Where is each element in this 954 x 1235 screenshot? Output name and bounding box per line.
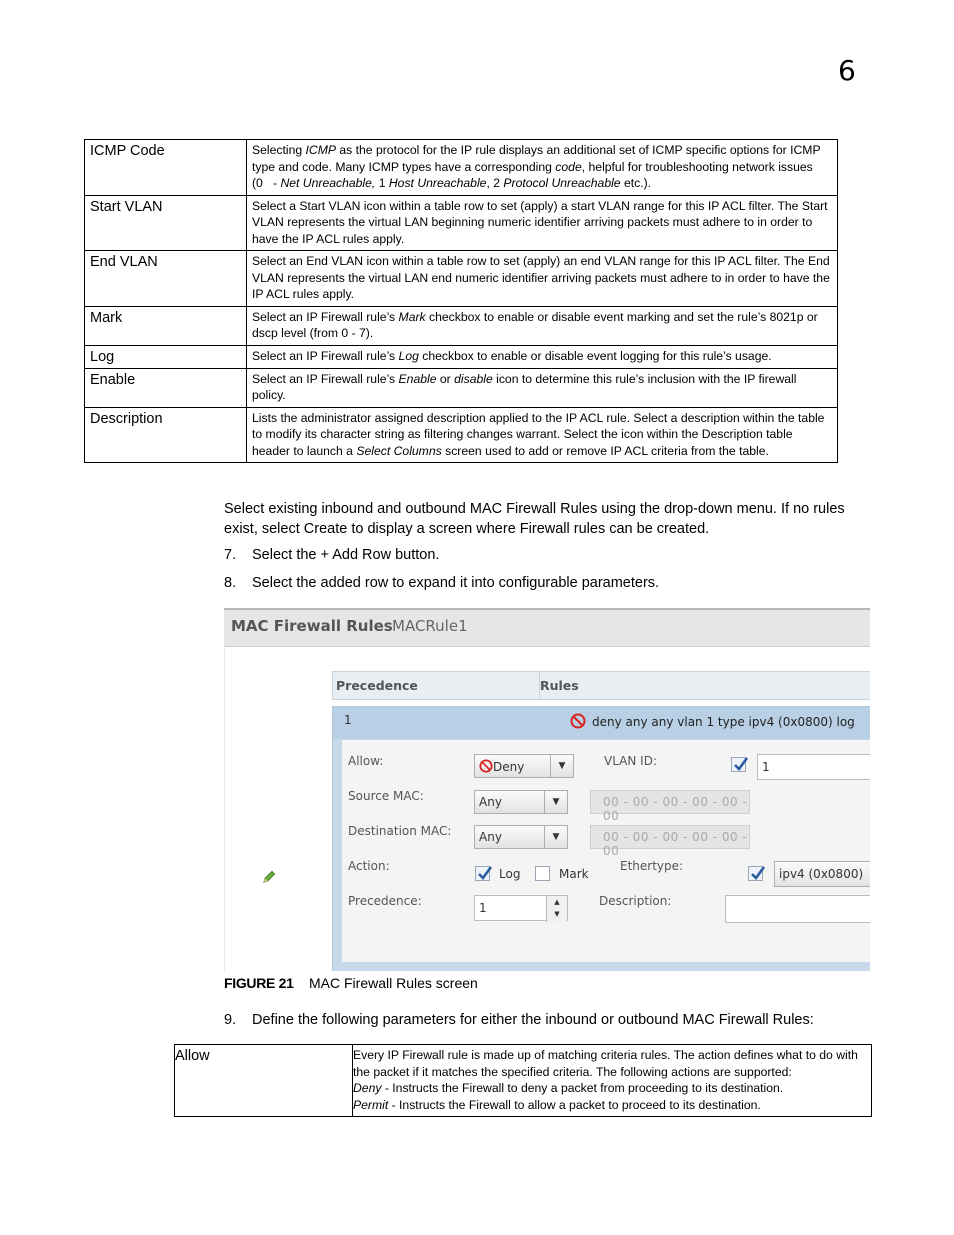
step-text: Select the <box>252 547 321 563</box>
checkmark-icon <box>749 864 766 882</box>
column-rules[interactable]: Rules <box>540 678 579 693</box>
step-bold: + Add Row <box>320 547 392 563</box>
table-row <box>85 368 838 407</box>
precedence-spinner[interactable] <box>474 895 568 921</box>
mac-firewall-rules-screenshot <box>224 608 870 971</box>
description-label: Description: <box>599 894 672 908</box>
table-row <box>85 195 838 251</box>
parameter-table <box>174 1044 872 1117</box>
rule-name: MACRule1 <box>392 617 468 635</box>
precedence-label: Precedence: <box>348 894 422 908</box>
rule-row-summary <box>570 713 855 729</box>
step-text: button. <box>391 547 440 563</box>
allow-value-wrap <box>479 759 524 774</box>
step-8 <box>224 575 659 591</box>
rule-editor <box>342 740 870 962</box>
intro-text: Select existing inbound and outbound <box>224 501 470 517</box>
mark-label: Mark <box>559 867 589 881</box>
checkmark-icon <box>732 755 749 773</box>
checkmark-icon <box>476 864 493 882</box>
parameter-name: ICMP Code <box>85 140 247 196</box>
deny-icon <box>570 713 586 729</box>
parameter-description: Select a Start VLAN icon within a table row to set (apply) a start VLAN range for this IP ACL filter. The Start VLAN represents the virtual LAN beginning numeric identifier arriving packets must adhere to in order to have the IP ACL rules apply. <box>247 195 838 251</box>
vlan-id-checkbox[interactable] <box>731 757 746 772</box>
chapter-number: 6 <box>838 54 856 87</box>
parameter-description: Select an End VLAN icon within a table row to set (apply) an end VLAN range for this IP ACL filter. The End VLAN represents the virtual LAN end numeric identifier arriving packets must adhere to in order to have the IP ACL rules apply. <box>247 251 838 307</box>
parameter-name: Start VLAN <box>85 195 247 251</box>
table-row <box>85 306 838 345</box>
parameter-table <box>84 139 838 463</box>
vlan-id-input[interactable]: 1 <box>757 754 870 780</box>
mark-checkbox[interactable] <box>535 866 550 881</box>
destination-mac-dropdown[interactable] <box>474 825 568 849</box>
parameter-description: Selecting ICMP as the protocol for the IP rule displays an additional set of ICMP specific options for ICMP type and code. Many ICMP types have a corresponding code, helpful for troubleshooting network issues (0 - Net Unreachable, 1 Host Unreachable, 2 Protocol Unreachable etc.). <box>247 140 838 196</box>
spinner-arrows-icon[interactable]: ▲ ▼ <box>546 896 567 922</box>
figure-label: FIGURE 21 <box>224 975 294 991</box>
chevron-down-icon[interactable]: ▼ <box>544 826 567 848</box>
deny-icon <box>479 759 493 773</box>
parameter-description: Select an IP Firewall rule’s Mark checkbox to enable or disable event marking and set the rule’s 8021p or dscp level (from 0 - 7). <box>247 306 838 345</box>
parameter-name: Allow <box>175 1045 353 1117</box>
step-number: 8. <box>224 575 237 591</box>
destination-mac-input[interactable]: 00 - 00 - 00 - 00 - 00 - 00 <box>590 825 750 849</box>
parameter-name: Mark <box>85 306 247 345</box>
ethertype-dropdown[interactable] <box>774 861 870 887</box>
parameter-description: Select an IP Firewall rule’s Log checkbox to enable or disable event logging for this rule’s usage. <box>247 345 838 368</box>
expanded-rule-panel <box>332 706 870 971</box>
action-label: Action: <box>348 859 390 873</box>
intro-bold-mac-firewall-rules: MAC Firewall Rules <box>469 501 598 517</box>
destination-mac-label: Destination MAC: <box>348 824 452 838</box>
ethertype-value: ipv4 (0x0800) <box>779 867 864 881</box>
ethertype-label: Ethertype: <box>620 859 684 873</box>
column-precedence[interactable]: Precedence <box>336 678 418 693</box>
screen-header <box>224 608 870 647</box>
pencil-icon[interactable] <box>262 870 276 884</box>
allow-label: Allow: <box>348 754 384 768</box>
step-7 <box>224 547 439 563</box>
screen-title: MAC Firewall Rules <box>231 617 393 635</box>
ethertype-checkbox[interactable] <box>748 866 763 881</box>
step-text: Select the added row to expand it into configurable parameters. <box>252 575 660 591</box>
parameter-name: Log <box>85 345 247 368</box>
step-number: 9. <box>224 1012 237 1028</box>
step-text: Define the following parameters for either the inbound or outbound MAC Firewall Rules: <box>252 1012 814 1028</box>
precedence-value: 1 <box>479 901 487 915</box>
intro-paragraph <box>224 500 864 539</box>
source-mac-value: Any <box>479 795 502 809</box>
destination-mac-value: Any <box>479 830 502 844</box>
allow-value: Deny <box>493 760 525 774</box>
step-number: 7. <box>224 547 237 563</box>
parameter-description: Lists the administrator assigned description applied to the IP ACL rule. Select a description within the table to modify its character string as filtering changes warrant. Select the icon within the Description table header to launch a Select Columns screen used to add or remove IP ACL criteria from the table. <box>247 407 838 463</box>
figure-title: MAC Firewall Rules screen <box>309 975 478 991</box>
chevron-down-icon[interactable]: ▼ <box>550 755 573 777</box>
source-mac-input[interactable]: 00 - 00 - 00 - 00 - 00 - 00 <box>590 790 750 814</box>
intro-text: to display a screen where Firewall rules can be created. <box>347 520 710 537</box>
vlan-id-label: VLAN ID: <box>604 754 657 768</box>
table-row <box>175 1045 872 1117</box>
allow-dropdown[interactable] <box>474 754 574 778</box>
parameter-description: Every IP Firewall rule is made up of matching criteria rules. The action defines what to do with the packet if it matches the specified criteria. The following actions are supported: Deny - Instructs the Firewall to deny a packet from proceeding to its destination. Permit - Instructs the Firewall to allow a packet to proceed to its destination. <box>353 1045 872 1117</box>
step-9 <box>224 1012 814 1028</box>
table-row <box>85 407 838 463</box>
log-checkbox[interactable] <box>475 866 490 881</box>
table-row <box>85 251 838 307</box>
parameter-description: Select an IP Firewall rule’s Enable or disable icon to determine this rule’s inclusion with the IP firewall policy. <box>247 368 838 407</box>
figure-caption <box>224 975 478 991</box>
rules-table-header <box>332 671 870 700</box>
chevron-down-icon[interactable]: ▼ <box>544 791 567 813</box>
intro-text: using the drop-down menu. If no rules exist, select <box>224 501 845 537</box>
description-input[interactable] <box>725 895 870 923</box>
rule-row-number: 1 <box>344 713 352 727</box>
source-mac-label: Source MAC: <box>348 789 424 803</box>
parameter-name: Enable <box>85 368 247 407</box>
left-divider <box>224 646 225 971</box>
table-row <box>85 345 838 368</box>
table-row <box>85 140 838 196</box>
rule-text: deny any any vlan 1 type ipv4 (0x0800) log <box>592 715 855 729</box>
rule-row[interactable] <box>333 707 870 739</box>
parameter-name: End VLAN <box>85 251 247 307</box>
source-mac-dropdown[interactable] <box>474 790 568 814</box>
intro-bold-create: Create <box>303 520 348 537</box>
parameter-name: Description <box>85 407 247 463</box>
log-label: Log <box>499 867 521 881</box>
